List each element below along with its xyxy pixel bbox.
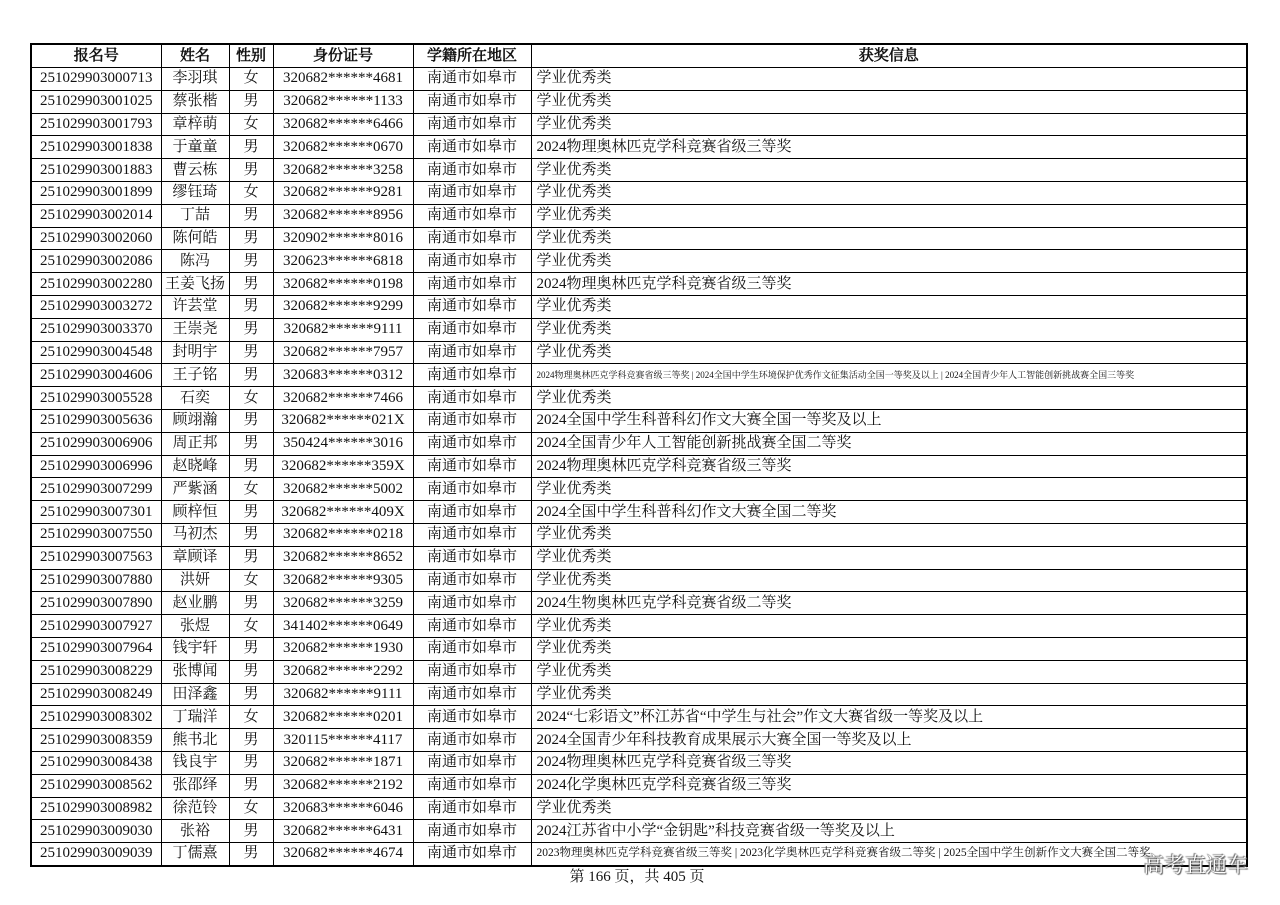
cell-award: 学业优秀类 — [531, 113, 1247, 136]
cell-region: 南通市如皋市 — [413, 843, 531, 866]
cell-name: 王姜飞扬 — [161, 273, 229, 296]
cell-id-number: 320683******6046 — [273, 797, 413, 820]
cell-award: 2024“七彩语文”杯江苏省“中学生与社会”作文大赛省级一等奖及以上 — [531, 706, 1247, 729]
cell-award: 学业优秀类 — [531, 546, 1247, 569]
cell-region: 南通市如皋市 — [413, 90, 531, 113]
cell-award: 学业优秀类 — [531, 250, 1247, 273]
cell-region: 南通市如皋市 — [413, 113, 531, 136]
cell-name: 顾梓恒 — [161, 501, 229, 524]
cell-region: 南通市如皋市 — [413, 546, 531, 569]
cell-id-number: 320682******0218 — [273, 523, 413, 546]
cell-name: 钱良宇 — [161, 751, 229, 774]
table-row — [31, 387, 1247, 410]
cell-registration-no: 251029903001838 — [31, 136, 161, 159]
table-row — [31, 637, 1247, 660]
cell-name: 徐范铃 — [161, 797, 229, 820]
cell-registration-no: 251029903004548 — [31, 341, 161, 364]
table-row — [31, 432, 1247, 455]
cell-id-number: 320682******6466 — [273, 113, 413, 136]
cell-region: 南通市如皋市 — [413, 706, 531, 729]
cell-id-number: 320682******2292 — [273, 660, 413, 683]
cell-region: 南通市如皋市 — [413, 364, 531, 387]
cell-award: 学业优秀类 — [531, 660, 1247, 683]
table-row — [31, 501, 1247, 524]
cell-registration-no: 251029903000713 — [31, 68, 161, 91]
cell-gender: 男 — [229, 843, 273, 866]
cell-registration-no: 251029903002060 — [31, 227, 161, 250]
cell-gender: 男 — [229, 683, 273, 706]
cell-name: 曹云栋 — [161, 159, 229, 182]
cell-id-number: 320682******3258 — [273, 159, 413, 182]
cell-award: 2024生物奥林匹克学科竞赛省级二等奖 — [531, 592, 1247, 615]
cell-gender: 女 — [229, 478, 273, 501]
cell-id-number: 320902******8016 — [273, 227, 413, 250]
cell-award: 学业优秀类 — [531, 341, 1247, 364]
cell-gender: 男 — [229, 204, 273, 227]
header-name: 姓名 — [161, 44, 229, 68]
table-row — [31, 546, 1247, 569]
cell-registration-no: 251029903008229 — [31, 660, 161, 683]
cell-award: 学业优秀类 — [531, 159, 1247, 182]
cell-region: 南通市如皋市 — [413, 637, 531, 660]
cell-id-number: 320115******4117 — [273, 729, 413, 752]
header-gender: 性别 — [229, 44, 273, 68]
cell-award: 学业优秀类 — [531, 318, 1247, 341]
cell-region: 南通市如皋市 — [413, 295, 531, 318]
cell-registration-no: 251029903001793 — [31, 113, 161, 136]
header-row — [31, 44, 1247, 68]
cell-region: 南通市如皋市 — [413, 159, 531, 182]
table-row — [31, 774, 1247, 797]
cell-registration-no: 251029903007880 — [31, 569, 161, 592]
cell-name: 张博闻 — [161, 660, 229, 683]
table-row — [31, 478, 1247, 501]
cell-id-number: 320682******9281 — [273, 181, 413, 204]
cell-id-number: 320682******0198 — [273, 273, 413, 296]
cell-gender: 女 — [229, 113, 273, 136]
table-row — [31, 797, 1247, 820]
cell-name: 陈冯 — [161, 250, 229, 273]
cell-gender: 男 — [229, 592, 273, 615]
cell-award: 学业优秀类 — [531, 683, 1247, 706]
table-row — [31, 181, 1247, 204]
cell-registration-no: 251029903002280 — [31, 273, 161, 296]
table-row — [31, 569, 1247, 592]
cell-id-number: 320682******0201 — [273, 706, 413, 729]
cell-registration-no: 251029903006996 — [31, 455, 161, 478]
cell-name: 洪妍 — [161, 569, 229, 592]
cell-award: 2024江苏省中小学“金钥匙”科技竞赛省级一等奖及以上 — [531, 820, 1247, 843]
award-list-table — [30, 43, 1248, 867]
cell-id-number: 320623******6818 — [273, 250, 413, 273]
cell-gender: 男 — [229, 295, 273, 318]
cell-gender: 男 — [229, 546, 273, 569]
cell-award: 学业优秀类 — [531, 295, 1247, 318]
cell-region: 南通市如皋市 — [413, 181, 531, 204]
cell-gender: 男 — [229, 341, 273, 364]
cell-region: 南通市如皋市 — [413, 432, 531, 455]
cell-award: 2024化学奥林匹克学科竞赛省级三等奖 — [531, 774, 1247, 797]
table-header — [31, 44, 1247, 68]
table-row — [31, 523, 1247, 546]
cell-registration-no: 251029903003370 — [31, 318, 161, 341]
cell-registration-no: 251029903007563 — [31, 546, 161, 569]
cell-award: 2024物理奥林匹克学科竞赛省级三等奖 — [531, 455, 1247, 478]
cell-name: 张煜 — [161, 615, 229, 638]
cell-region: 南通市如皋市 — [413, 455, 531, 478]
cell-award: 2024物理奥林匹克学科竞赛省级三等奖 — [531, 751, 1247, 774]
cell-name: 章梓萌 — [161, 113, 229, 136]
cell-gender: 男 — [229, 273, 273, 296]
cell-id-number: 320682******4681 — [273, 68, 413, 91]
table-row — [31, 318, 1247, 341]
cell-region: 南通市如皋市 — [413, 774, 531, 797]
cell-award: 2024物理奥林匹克学科竞赛省级三等奖 — [531, 273, 1247, 296]
table-row — [31, 250, 1247, 273]
cell-registration-no: 251029903005528 — [31, 387, 161, 410]
cell-name: 于童童 — [161, 136, 229, 159]
cell-id-number: 320682******1930 — [273, 637, 413, 660]
cell-id-number: 320682******4674 — [273, 843, 413, 866]
cell-award: 学业优秀类 — [531, 569, 1247, 592]
cell-name: 许芸堂 — [161, 295, 229, 318]
cell-region: 南通市如皋市 — [413, 592, 531, 615]
cell-id-number: 320682******6431 — [273, 820, 413, 843]
cell-award: 学业优秀类 — [531, 181, 1247, 204]
cell-name: 周正邦 — [161, 432, 229, 455]
cell-id-number: 320682******9111 — [273, 318, 413, 341]
cell-award: 学业优秀类 — [531, 615, 1247, 638]
cell-id-number: 320683******0312 — [273, 364, 413, 387]
cell-name: 赵业鹏 — [161, 592, 229, 615]
table-row — [31, 364, 1247, 387]
cell-id-number: 320682******7466 — [273, 387, 413, 410]
cell-region: 南通市如皋市 — [413, 751, 531, 774]
cell-award: 学业优秀类 — [531, 797, 1247, 820]
cell-region: 南通市如皋市 — [413, 387, 531, 410]
cell-region: 南通市如皋市 — [413, 204, 531, 227]
cell-gender: 男 — [229, 820, 273, 843]
cell-registration-no: 251029903001899 — [31, 181, 161, 204]
cell-region: 南通市如皋市 — [413, 250, 531, 273]
cell-region: 南通市如皋市 — [413, 409, 531, 432]
cell-name: 严紫涵 — [161, 478, 229, 501]
cell-gender: 男 — [229, 751, 273, 774]
cell-registration-no: 251029903001883 — [31, 159, 161, 182]
header-award: 获奖信息 — [531, 44, 1247, 68]
table-row — [31, 295, 1247, 318]
table-row — [31, 159, 1247, 182]
cell-name: 马初杰 — [161, 523, 229, 546]
table-row — [31, 90, 1247, 113]
cell-name: 陈何皓 — [161, 227, 229, 250]
cell-id-number: 320682******8956 — [273, 204, 413, 227]
table-row — [31, 113, 1247, 136]
cell-name: 封明宇 — [161, 341, 229, 364]
cell-award: 学业优秀类 — [531, 523, 1247, 546]
cell-region: 南通市如皋市 — [413, 820, 531, 843]
cell-gender: 男 — [229, 501, 273, 524]
cell-region: 南通市如皋市 — [413, 683, 531, 706]
table-row — [31, 660, 1247, 683]
cell-id-number: 320682******021X — [273, 409, 413, 432]
watermark-text: 高考直通车 — [1143, 853, 1248, 877]
table-row — [31, 227, 1247, 250]
cell-id-number: 320682******409X — [273, 501, 413, 524]
cell-gender: 男 — [229, 774, 273, 797]
cell-region: 南通市如皋市 — [413, 501, 531, 524]
cell-award: 学业优秀类 — [531, 637, 1247, 660]
cell-gender: 女 — [229, 797, 273, 820]
cell-name: 张裕 — [161, 820, 229, 843]
table-row — [31, 843, 1247, 866]
cell-name: 缪钰琦 — [161, 181, 229, 204]
table-row — [31, 273, 1247, 296]
table-row — [31, 706, 1247, 729]
cell-registration-no: 251029903005636 — [31, 409, 161, 432]
cell-gender: 男 — [229, 318, 273, 341]
table-row — [31, 820, 1247, 843]
table-row — [31, 683, 1247, 706]
table-row — [31, 615, 1247, 638]
cell-gender: 男 — [229, 660, 273, 683]
cell-award: 2024物理奥林匹克学科竞赛省级三等奖 | 2024全国中学生环境保护优秀作文征集活动全国一等奖及以上 | 2024全国青少年人工智能创新挑战赛全国三等奖 — [531, 364, 1247, 387]
cell-gender: 男 — [229, 250, 273, 273]
cell-registration-no: 251029903007890 — [31, 592, 161, 615]
cell-registration-no: 251029903008562 — [31, 774, 161, 797]
cell-name: 赵晓峰 — [161, 455, 229, 478]
cell-region: 南通市如皋市 — [413, 136, 531, 159]
cell-name: 丁瑞洋 — [161, 706, 229, 729]
cell-id-number: 320682******2192 — [273, 774, 413, 797]
table-row — [31, 751, 1247, 774]
cell-award: 学业优秀类 — [531, 387, 1247, 410]
cell-id-number: 320682******3259 — [273, 592, 413, 615]
cell-gender: 女 — [229, 181, 273, 204]
cell-gender: 男 — [229, 455, 273, 478]
cell-name: 蔡张楷 — [161, 90, 229, 113]
cell-gender: 女 — [229, 706, 273, 729]
cell-gender: 男 — [229, 637, 273, 660]
cell-region: 南通市如皋市 — [413, 569, 531, 592]
cell-region: 南通市如皋市 — [413, 273, 531, 296]
table-row — [31, 136, 1247, 159]
cell-name: 钱宇轩 — [161, 637, 229, 660]
cell-registration-no: 251029903008359 — [31, 729, 161, 752]
cell-name: 丁儒熹 — [161, 843, 229, 866]
cell-registration-no: 251029903007299 — [31, 478, 161, 501]
cell-registration-no: 251029903009039 — [31, 843, 161, 866]
cell-registration-no: 251029903001025 — [31, 90, 161, 113]
cell-id-number: 320682******359X — [273, 455, 413, 478]
cell-id-number: 320682******8652 — [273, 546, 413, 569]
cell-registration-no: 251029903006906 — [31, 432, 161, 455]
cell-name: 顾翊瀚 — [161, 409, 229, 432]
cell-registration-no: 251029903002014 — [31, 204, 161, 227]
cell-name: 王子铭 — [161, 364, 229, 387]
cell-registration-no: 251029903009030 — [31, 820, 161, 843]
table-row — [31, 729, 1247, 752]
cell-region: 南通市如皋市 — [413, 797, 531, 820]
cell-id-number: 320682******1133 — [273, 90, 413, 113]
cell-award: 2024全国青少年人工智能创新挑战赛全国二等奖 — [531, 432, 1247, 455]
cell-award: 学业优秀类 — [531, 90, 1247, 113]
page-number: 第 166 页，共 405 页 — [569, 869, 705, 885]
cell-gender: 男 — [229, 227, 273, 250]
table-row — [31, 592, 1247, 615]
cell-region: 南通市如皋市 — [413, 615, 531, 638]
cell-name: 熊书北 — [161, 729, 229, 752]
cell-id-number: 320682******0670 — [273, 136, 413, 159]
cell-registration-no: 251029903008302 — [31, 706, 161, 729]
cell-gender: 女 — [229, 387, 273, 410]
cell-id-number: 320682******9299 — [273, 295, 413, 318]
cell-name: 田泽鑫 — [161, 683, 229, 706]
cell-award: 学业优秀类 — [531, 227, 1247, 250]
cell-id-number: 320682******9111 — [273, 683, 413, 706]
table-row — [31, 204, 1247, 227]
cell-name: 张邵绎 — [161, 774, 229, 797]
cell-name: 李羽琪 — [161, 68, 229, 91]
cell-registration-no: 251029903002086 — [31, 250, 161, 273]
cell-id-number: 320682******7957 — [273, 341, 413, 364]
cell-award: 2024物理奥林匹克学科竞赛省级三等奖 — [531, 136, 1247, 159]
cell-gender: 男 — [229, 523, 273, 546]
cell-award: 2024全国青少年科技教育成果展示大赛全国一等奖及以上 — [531, 729, 1247, 752]
cell-region: 南通市如皋市 — [413, 660, 531, 683]
cell-gender: 女 — [229, 615, 273, 638]
cell-award: 2024全国中学生科普科幻作文大赛全国二等奖 — [531, 501, 1247, 524]
cell-registration-no: 251029903008249 — [31, 683, 161, 706]
cell-award: 2023物理奥林匹克学科竞赛省级三等奖 | 2023化学奥林匹克学科竞赛省级二等奖 | 2025全国中学生创新作文大赛全国二等奖 — [531, 843, 1247, 866]
cell-gender: 女 — [229, 68, 273, 91]
cell-id-number: 350424******3016 — [273, 432, 413, 455]
cell-name: 石奕 — [161, 387, 229, 410]
cell-region: 南通市如皋市 — [413, 227, 531, 250]
cell-region: 南通市如皋市 — [413, 341, 531, 364]
cell-id-number: 320682******1871 — [273, 751, 413, 774]
cell-registration-no: 251029903004606 — [31, 364, 161, 387]
cell-registration-no: 251029903007550 — [31, 523, 161, 546]
table-row — [31, 341, 1247, 364]
cell-gender: 女 — [229, 569, 273, 592]
cell-name: 丁喆 — [161, 204, 229, 227]
cell-gender: 男 — [229, 729, 273, 752]
cell-registration-no: 251029903003272 — [31, 295, 161, 318]
cell-name: 章顾译 — [161, 546, 229, 569]
table-row — [31, 455, 1247, 478]
cell-gender: 男 — [229, 159, 273, 182]
cell-registration-no: 251029903008982 — [31, 797, 161, 820]
cell-award: 学业优秀类 — [531, 68, 1247, 91]
cell-registration-no: 251029903007927 — [31, 615, 161, 638]
cell-region: 南通市如皋市 — [413, 523, 531, 546]
cell-award: 2024全国中学生科普科幻作文大赛全国一等奖及以上 — [531, 409, 1247, 432]
header-id-number: 身份证号 — [273, 44, 413, 68]
cell-registration-no: 251029903007301 — [31, 501, 161, 524]
cell-region: 南通市如皋市 — [413, 318, 531, 341]
cell-name: 王崇尧 — [161, 318, 229, 341]
cell-registration-no: 251029903007964 — [31, 637, 161, 660]
cell-registration-no: 251029903008438 — [31, 751, 161, 774]
header-registration-no: 报名号 — [31, 44, 161, 68]
cell-gender: 男 — [229, 90, 273, 113]
cell-id-number: 341402******0649 — [273, 615, 413, 638]
table-row — [31, 68, 1247, 91]
cell-award: 学业优秀类 — [531, 478, 1247, 501]
cell-region: 南通市如皋市 — [413, 729, 531, 752]
cell-gender: 男 — [229, 409, 273, 432]
cell-id-number: 320682******5002 — [273, 478, 413, 501]
cell-gender: 男 — [229, 432, 273, 455]
cell-region: 南通市如皋市 — [413, 478, 531, 501]
cell-id-number: 320682******9305 — [273, 569, 413, 592]
table-body — [31, 68, 1247, 866]
header-region: 学籍所在地区 — [413, 44, 531, 68]
table-row — [31, 409, 1247, 432]
cell-award: 学业优秀类 — [531, 204, 1247, 227]
cell-region: 南通市如皋市 — [413, 68, 531, 91]
cell-gender: 男 — [229, 364, 273, 387]
cell-gender: 男 — [229, 136, 273, 159]
